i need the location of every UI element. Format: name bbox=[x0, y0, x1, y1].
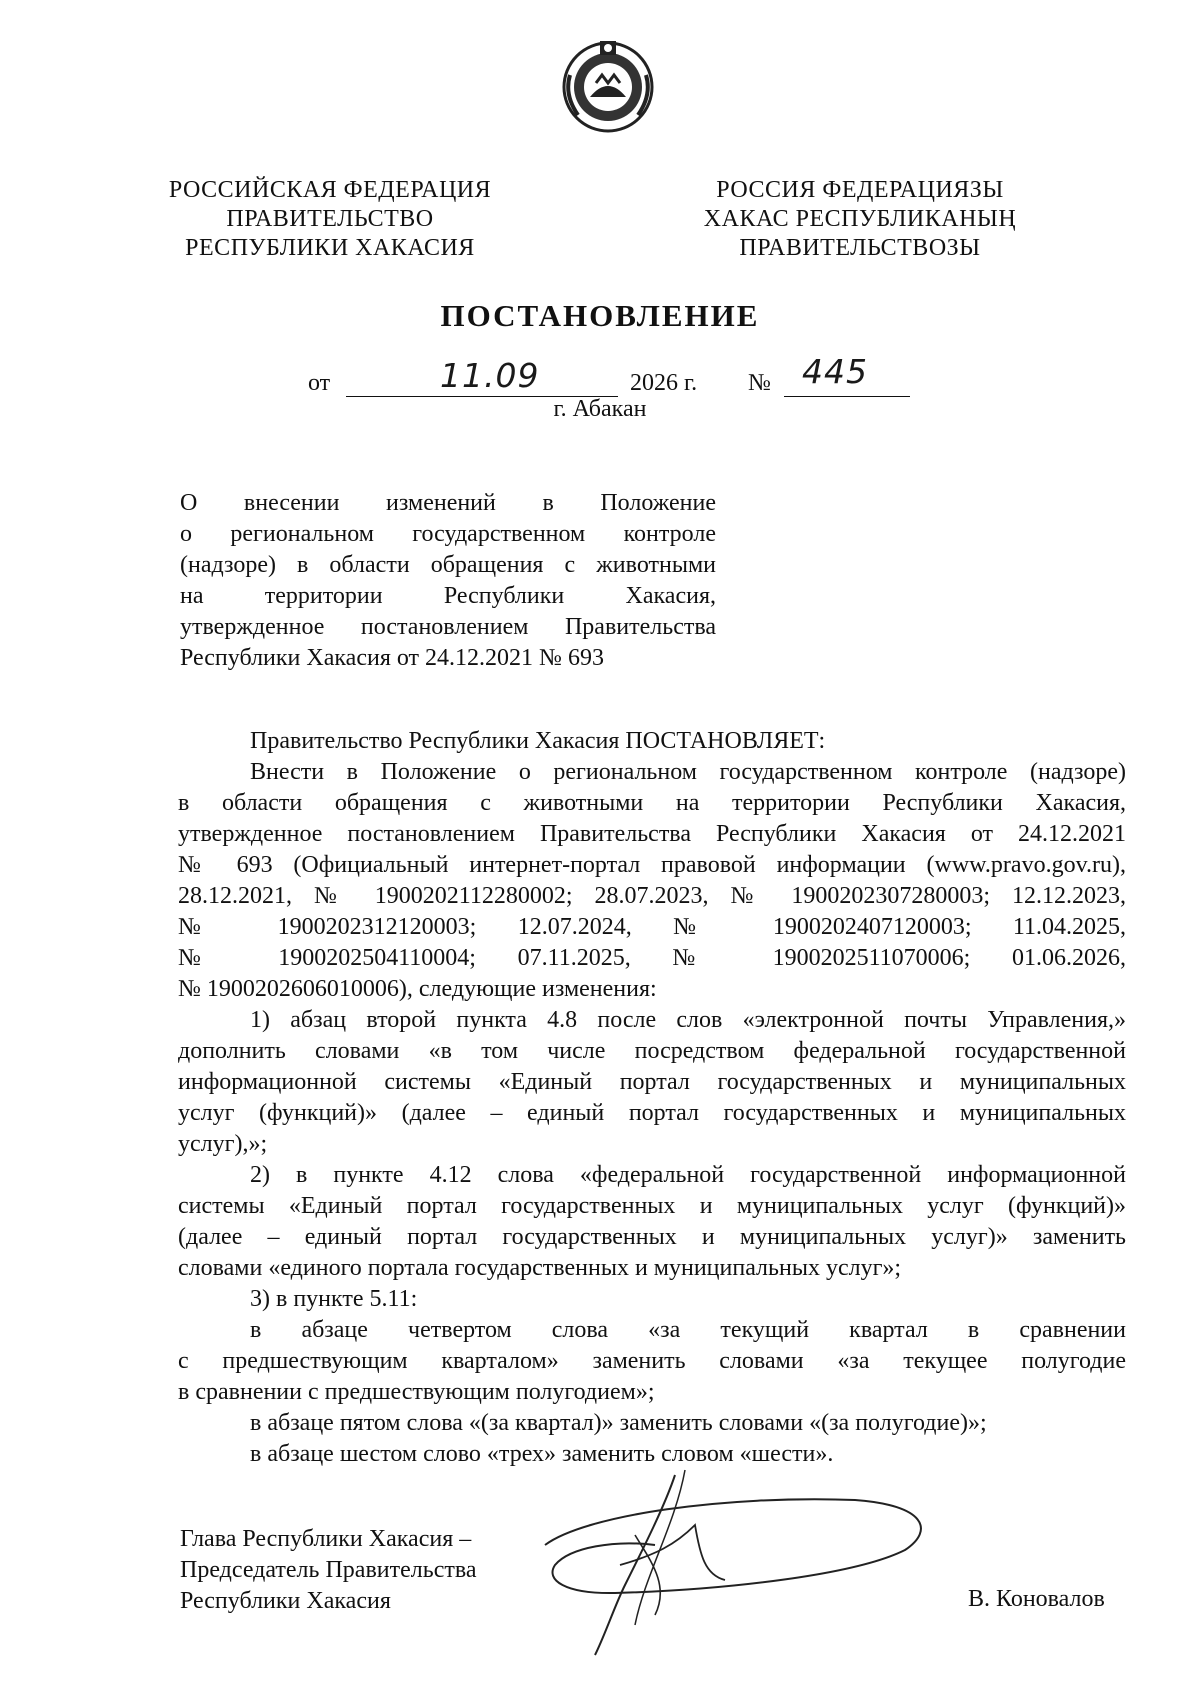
subject-line: на территории Республики Хакасия, bbox=[180, 583, 716, 609]
city: г. Абакан bbox=[553, 396, 647, 422]
body-line: в сравнении с предшествующим полугодием»; bbox=[178, 1379, 655, 1405]
body-line: № 693 (Официальный интернет-портал правовой информации (www.pravo.gov.ru), bbox=[178, 852, 1126, 878]
body-line: 3) в пункте 5.11: bbox=[250, 1286, 418, 1312]
subject-line: Республики Хакасия от 24.12.2021 № 693 bbox=[180, 645, 604, 671]
handwritten-date: 11.09 bbox=[440, 356, 540, 395]
body-line: информационной системы «Единый портал государственных и муниципальных bbox=[178, 1069, 1126, 1095]
body-line: № 1900202606010006), следующие изменения: bbox=[178, 976, 657, 1002]
body-line: в абзаце шестом слово «трех» заменить словом «шести». bbox=[250, 1441, 834, 1467]
handwritten-number: 445 bbox=[802, 352, 868, 391]
handwritten-signature bbox=[525, 1465, 945, 1665]
header-right-khakas bbox=[700, 176, 1020, 263]
header-left-line-3: РЕСПУБЛИКИ ХАКАСИЯ bbox=[185, 235, 475, 261]
signatory-name: В. Коновалов bbox=[968, 1586, 1105, 1612]
header-left-line-2: ПРАВИТЕЛЬСТВО bbox=[226, 206, 434, 232]
position-line: Председатель Правительства bbox=[180, 1557, 477, 1583]
body-line: (далее – единый портал государственных и муниципальных услуг)» заменить bbox=[178, 1224, 1126, 1250]
body-line: № 1900202504110004; 07.11.2025, № 1900202511070006; 01.06.2026, bbox=[178, 945, 1126, 971]
body-line: 2) в пункте 4.12 слова «федеральной государственной информационной bbox=[250, 1162, 1126, 1188]
subject-line: о региональном государственном контроле bbox=[180, 521, 716, 547]
position-line: Глава Республики Хакасия – bbox=[180, 1526, 472, 1552]
body-line: системы «Единый портал государственных и муниципальных услуг (функций)» bbox=[178, 1193, 1126, 1219]
body-line: услуг),»; bbox=[178, 1131, 268, 1157]
header-left-russian bbox=[160, 176, 500, 263]
coat-of-arms-emblem bbox=[558, 35, 658, 135]
body-line: дополнить словами «в том числе посредством федеральной государственной bbox=[178, 1038, 1126, 1064]
body-line: словами «единого портала государственных и муниципальных услуг»; bbox=[178, 1255, 902, 1281]
body-line: Внести в Положение о региональном государственном контроле (надзоре) bbox=[250, 759, 1126, 785]
position-line: Республики Хакасия bbox=[180, 1588, 391, 1614]
body-line: Правительство Республики Хакасия ПОСТАНОВЛЯЕТ: bbox=[250, 728, 826, 754]
signatory-position bbox=[180, 1524, 477, 1617]
header-right-line-2: ХАКАС РЕСПУБЛИКАНЫҢ bbox=[703, 206, 1017, 232]
body-line: с предшествующим кварталом» заменить словами «за текущее полугодие bbox=[178, 1348, 1126, 1374]
header-right-line-1: РОССИЯ ФЕДЕРАЦИЯЗЫ bbox=[716, 177, 1004, 203]
body-line: 28.12.2021, № 1900202112280002; 28.07.2023, № 1900202307280003; 12.12.2023, bbox=[178, 883, 1126, 909]
body-line: № 1900202312120003; 12.07.2024, № 1900202407120003; 11.04.2025, bbox=[178, 914, 1126, 940]
header-right-line-3: ПРАВИТЕЛЬСТВОЗЫ bbox=[739, 235, 981, 261]
subject-line: (надзоре) в области обращения с животными bbox=[180, 552, 716, 578]
date-year: 2026 г. bbox=[630, 370, 698, 396]
document-type-title: ПОСТАНОВЛЕНИЕ bbox=[440, 298, 760, 333]
number-sign: № bbox=[748, 370, 771, 396]
header-left-line-1: РОССИЙСКАЯ ФЕДЕРАЦИЯ bbox=[168, 177, 492, 203]
body-line: утвержденное постановлением Правительства Республики Хакасия от 24.12.2021 bbox=[178, 821, 1126, 847]
subject-line: утвержденное постановлением Правительства bbox=[180, 614, 716, 640]
body-line: 1) абзац второй пункта 4.8 после слов «электронной почты Управления,» bbox=[250, 1007, 1126, 1033]
subject-line: О внесении изменений в Положение bbox=[180, 490, 716, 516]
body-line: в абзаце пятом слова «(за квартал)» заменить словами «(за полугодие)»; bbox=[250, 1410, 987, 1436]
date-prefix: от bbox=[308, 370, 331, 396]
body-line: услуг (функций)» (далее – единый портал государственных и муниципальных bbox=[178, 1100, 1126, 1126]
subject-heading bbox=[180, 488, 716, 674]
body-line: в абзаце четвертом слова «за текущий квартал в сравнении bbox=[250, 1317, 1126, 1343]
resolution-body bbox=[178, 726, 1126, 1470]
body-line: в области обращения с животными на территории Республики Хакасия, bbox=[178, 790, 1126, 816]
